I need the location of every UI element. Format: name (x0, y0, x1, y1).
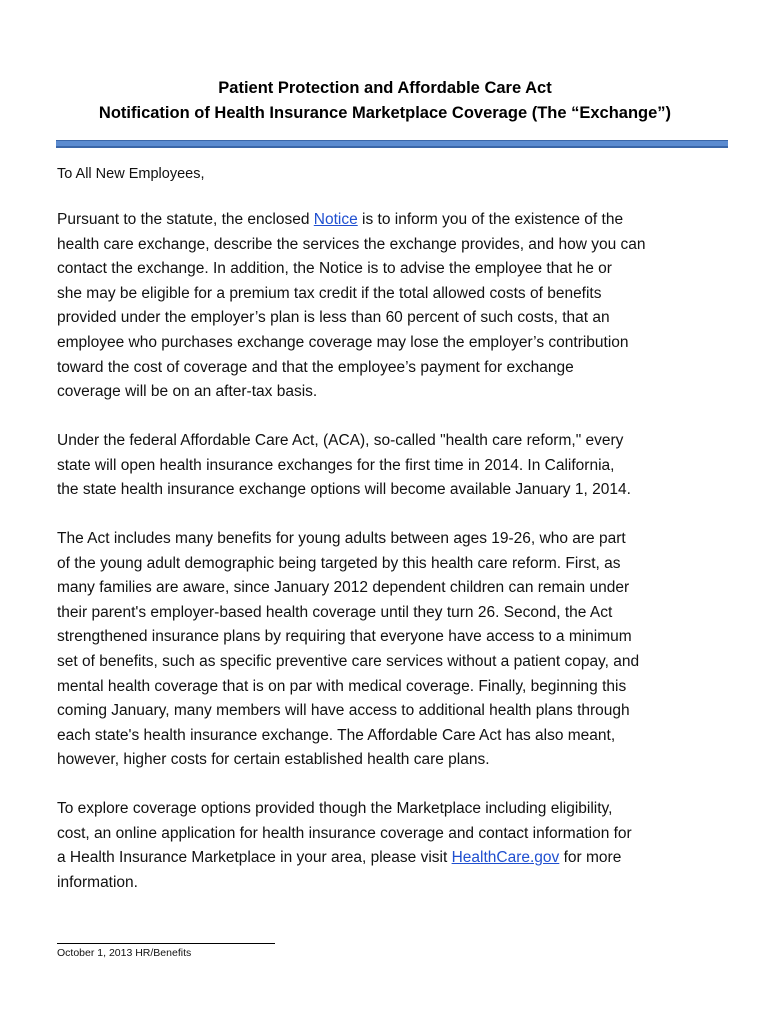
footer-date: October 1, 2013 HR/Benefits (57, 947, 192, 959)
paragraph-line: toward the cost of coverage and that the employee’s payment for exchange (57, 358, 574, 376)
paragraph-young-adults (57, 527, 747, 773)
paragraph-line: mental health coverage that is on par with medical coverage. Finally, beginning this (57, 677, 627, 695)
healthcare-gov-link[interactable]: HealthCare.gov (451, 849, 560, 867)
paragraph-aca-exchanges (57, 429, 747, 503)
paragraph-line: many families are aware, since January 2012 dependent children can remain under (57, 579, 630, 597)
paragraph-line: their parent's employer-based health coverage until they turn 26. Second, the Act (57, 603, 613, 621)
paragraph-line: Under the federal Affordable Care Act, (ACA), so-called "health care reform," every (57, 432, 624, 449)
paragraph-line: information. (57, 873, 138, 891)
text-run: is to inform you of the existence of the (357, 211, 624, 228)
text-run: Pursuant to the statute, the enclosed (57, 211, 314, 228)
paragraph-line: coming January, many members will have access to additional health plans through (57, 702, 630, 720)
paragraph-marketplace (57, 797, 747, 895)
salutation: To All New Employees, (57, 166, 205, 182)
title-divider (56, 140, 728, 148)
text-run: for more (559, 849, 622, 867)
text-run: a Health Insurance Marketplace in your area, please visit (57, 849, 452, 867)
document-title (40, 76, 730, 126)
paragraph-line: coverage will be on an after-tax basis. (57, 383, 318, 401)
paragraph-line: provided under the employer’s plan is less than 60 percent of such costs, that an (57, 309, 610, 327)
paragraph-line (57, 208, 747, 233)
footnote-divider (57, 943, 275, 944)
paragraph-line: set of benefits, such as specific preventive care services without a patient copay, and (57, 652, 640, 670)
paragraph-line: of the young adult demographic being targeted by this health care reform. First, as (57, 554, 621, 572)
paragraph-line: she may be eligible for a premium tax credit if the total allowed costs of benefits (57, 284, 602, 302)
paragraph-line (57, 846, 747, 871)
paragraph-line: each state's health insurance exchange. The Affordable Care Act has also meant, (57, 726, 616, 744)
paragraph-line: contact the exchange. In addition, the Notice is to advise the employee that he or (57, 260, 612, 278)
paragraph-line: To explore coverage options provided though the Marketplace including eligibility, (57, 800, 613, 817)
title-line-1: Patient Protection and Affordable Care Act (218, 79, 552, 97)
paragraph-line: The Act includes many benefits for young adults between ages 19-26, who are part (57, 530, 626, 547)
notice-link[interactable]: Notice (313, 211, 358, 228)
paragraph-line: employee who purchases exchange coverage may lose the employer’s contribution (57, 333, 629, 351)
paragraph-statute (57, 208, 747, 405)
paragraph-line: health care exchange, describe the services the exchange provides, and how you can (57, 235, 646, 253)
paragraph-line: however, higher costs for certain established health care plans. (57, 751, 490, 769)
paragraph-line: cost, an online application for health insurance coverage and contact information for (57, 824, 632, 842)
paragraph-line: strengthened insurance plans by requiring that everyone have access to a minimum (57, 628, 632, 646)
paragraph-line: state will open health insurance exchanges for the first time in 2014. In California, (57, 456, 615, 474)
title-line-2: Notification of Health Insurance Marketplace Coverage (The “Exchange”) (98, 104, 672, 122)
paragraph-line: the state health insurance exchange options will become available January 1, 2014. (57, 481, 631, 499)
